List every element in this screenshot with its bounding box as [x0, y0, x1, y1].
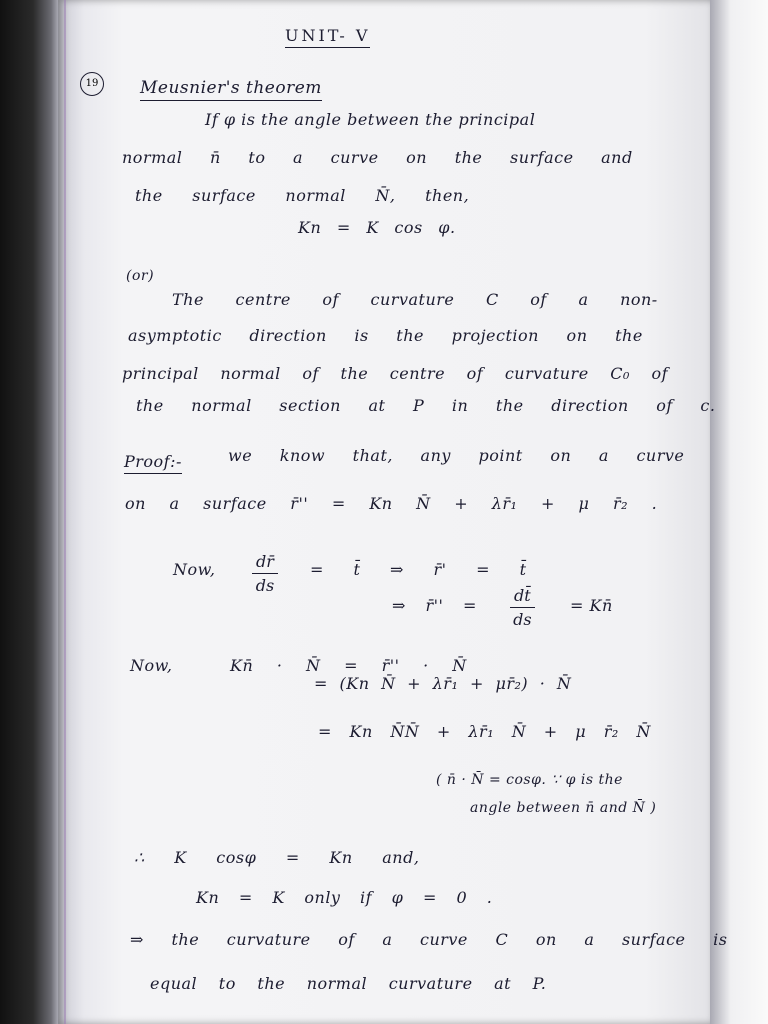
- proof-line-2: on a surface r̄'' = Kn N̄ + λr̄₁ + μ r̄₂ .: [125, 494, 658, 513]
- statement-line-3: the surface normal N̄, then,: [135, 186, 470, 205]
- alt-statement-line-4: the normal section at P in the direction of c.: [136, 396, 716, 415]
- now1-rest: = t̄ ⇒ r̄' = t̄: [310, 560, 527, 579]
- note-line-1: ( n̄ · N̄ = cosφ. ∵ φ is the: [436, 772, 623, 788]
- conclusion-line-1: ∴ K cosφ = Kn and,: [134, 848, 420, 867]
- now1-line2-left: ⇒ r̄'' =: [392, 596, 477, 615]
- notebook-binding: [0, 0, 60, 1024]
- fraction-denominator: ds: [513, 610, 532, 629]
- conclusion-line-3: ⇒ the curvature of a curve C on a surface is: [130, 930, 728, 949]
- or-label: (or): [126, 268, 155, 284]
- theorem-title: Meusnier's theorem: [140, 78, 322, 101]
- proof-label: Proof:-: [124, 452, 182, 474]
- now-label-2: Now,: [130, 656, 173, 675]
- alt-statement-line-3: principal normal of the centre of curvature C₀ of: [122, 364, 669, 383]
- derivative-fraction-1: [252, 552, 278, 595]
- margin-line: [64, 0, 66, 1024]
- statement-line-1: If φ is the angle between the principal: [205, 110, 536, 129]
- unit-heading: UNIT- V: [285, 26, 370, 48]
- now2-line-1: Kn̄ · N̄ = r̄'' · N̄: [230, 656, 467, 675]
- statement-formula: Kn = K cos φ.: [298, 218, 456, 237]
- conclusion-line-4: equal to the normal curvature at P.: [150, 974, 547, 993]
- page-number-badge: 19: [80, 72, 104, 96]
- fraction-numerator: dt̄: [510, 586, 535, 608]
- now-label-1: Now,: [173, 560, 216, 579]
- fraction-numerator: dr̄: [252, 552, 278, 574]
- now2-line-2: = (Kn N̄ + λr̄₁ + μr̄₂) · N̄: [314, 674, 572, 693]
- proof-line-1: we know that, any point on a curve: [228, 446, 685, 465]
- notebook-page-edge: [706, 0, 768, 1024]
- fraction-denominator: ds: [255, 576, 275, 595]
- statement-line-2: normal n̄ to a curve on the surface and: [122, 148, 633, 167]
- note-line-2: angle between n̄ and N̄ ): [470, 800, 657, 816]
- now1-line2-right: = Kn̄: [570, 596, 613, 615]
- derivative-fraction-2: [510, 586, 535, 629]
- alt-statement-line-2: asymptotic direction is the projection on the: [128, 326, 643, 345]
- conclusion-line-2: Kn = K only if φ = 0 .: [196, 888, 493, 907]
- alt-statement-line-1: The centre of curvature C of a non-: [172, 290, 658, 309]
- now2-line-3: = Kn N̄N̄ + λr̄₁ N̄ + μ r̄₂ N̄: [318, 722, 651, 741]
